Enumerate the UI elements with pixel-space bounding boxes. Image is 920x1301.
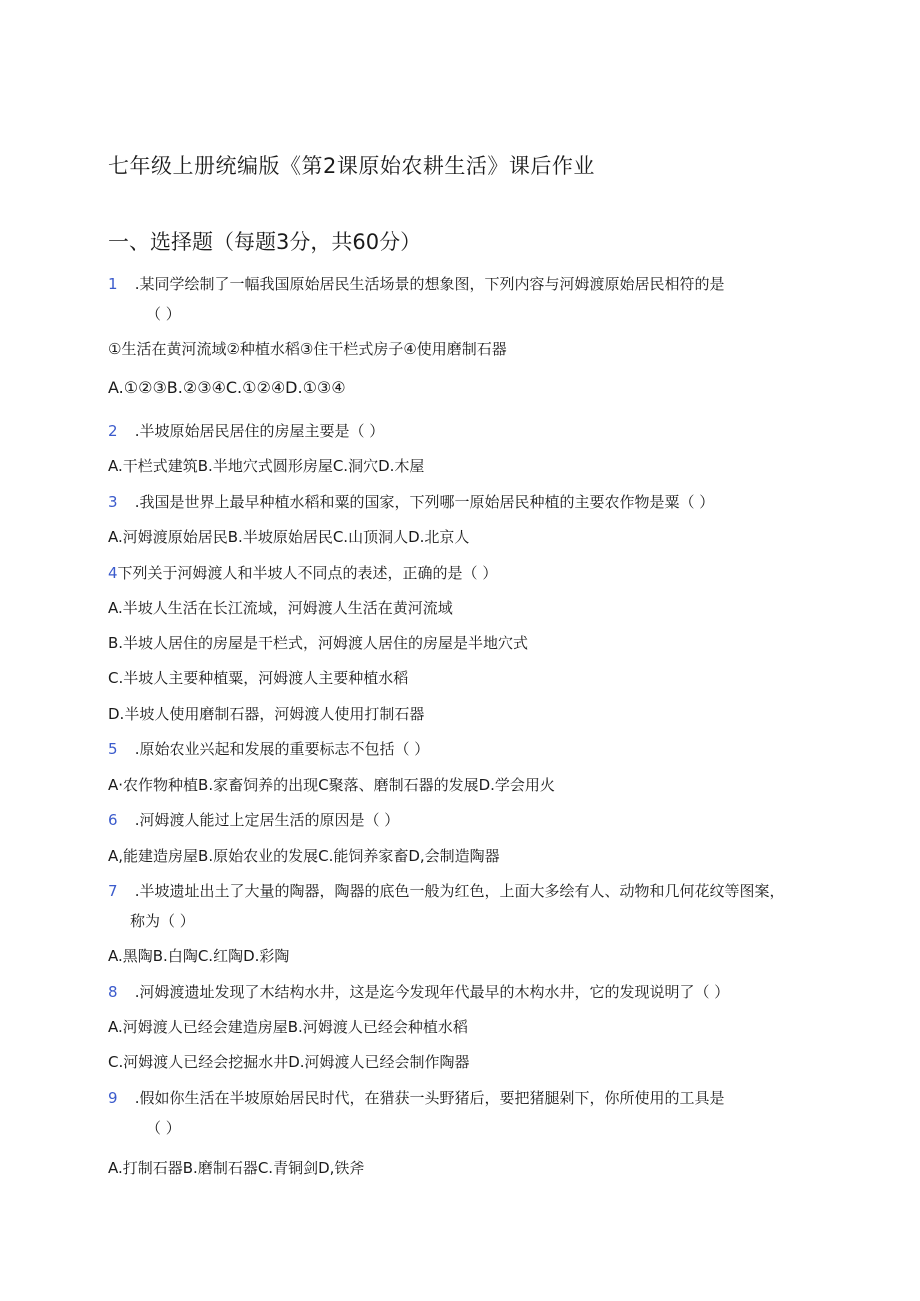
question-3 bbox=[108, 492, 714, 512]
question-stem-continued: （ ） bbox=[146, 1119, 181, 1137]
question-stem: .河姆渡遗址发现了木结构水井，这是迄今发现年代最早的木构水井，它的发现说明了（ ） bbox=[130, 983, 730, 1001]
question-stem: .半坡遗址出土了大量的陶器，陶器的底色一般为红色，上面大多绘有人、动物和几何花纹等图案， bbox=[130, 882, 785, 900]
document-title: 七年级上册统编版《第2课原始农耕生活》课后作业 bbox=[108, 154, 595, 178]
question-stem: .假如你生活在半坡原始居民时代，在猎获一头野猪后，要把猪腿剁下，你所使用的工具是 bbox=[130, 1089, 725, 1107]
question-stem-continued: 称为（ ） bbox=[130, 912, 195, 930]
question-option-d: D.半坡人使用磨制石器，河姆渡人使用打制石器 bbox=[108, 705, 425, 723]
question-statements: ①生活在黄河流域②种植水稻③住干栏式房子④使用磨制石器 bbox=[108, 340, 507, 358]
question-number: 8 bbox=[108, 983, 118, 1001]
question-options: A.①②③B.②③④C.①②④D.①③④ bbox=[108, 378, 346, 397]
question-number: 7 bbox=[108, 882, 118, 900]
question-stem: .河姆渡人能过上定居生活的原因是（ ） bbox=[130, 811, 400, 829]
question-number: 9 bbox=[108, 1089, 118, 1107]
question-1 bbox=[108, 274, 725, 294]
question-stem: .原始农业兴起和发展的重要标志不包括（ ） bbox=[130, 740, 430, 758]
question-options: A.河姆渡原始居民B.半坡原始居民C.山顶洞人D.北京人 bbox=[108, 528, 470, 546]
question-option-c: C.半坡人主要种植粟，河姆渡人主要种植水稻 bbox=[108, 669, 409, 687]
question-options: A,能建造房屋B.原始农业的发展C.能饲养家畜D,会制造陶器 bbox=[108, 847, 500, 865]
question-options: A.打制石器B.磨制石器C.青铜剑D,铁斧 bbox=[108, 1159, 365, 1177]
question-options-ab: A.河姆渡人已经会建造房屋B.河姆渡人已经会种植水稻 bbox=[108, 1018, 468, 1036]
question-6 bbox=[108, 810, 399, 830]
question-stem: .某同学绘制了一幅我国原始居民生活场景的想象图，下列内容与河姆渡原始居民相符的是 bbox=[130, 275, 725, 293]
question-options: A.干栏式建筑B.半地穴式圆形房屋C.洞穴D.木屋 bbox=[108, 457, 425, 475]
question-number: 3 bbox=[108, 493, 118, 511]
question-option-a: A.半坡人生活在长江流域，河姆渡人生活在黄河流域 bbox=[108, 599, 453, 617]
question-5 bbox=[108, 739, 429, 759]
question-stem: .半坡原始居民居住的房屋主要是（ ） bbox=[130, 422, 385, 440]
question-stem: .我国是世界上最早种植水稻和粟的国家，下列哪一原始居民种植的主要农作物是粟（ ） bbox=[130, 493, 715, 511]
question-9 bbox=[108, 1088, 725, 1108]
question-8 bbox=[108, 982, 729, 1002]
question-2 bbox=[108, 421, 384, 441]
question-stem: 下列关于河姆渡人和半坡人不同点的表述，正确的是（ ） bbox=[117, 564, 498, 582]
question-option-b: B.半坡人居住的房屋是干栏式，河姆渡人居住的房屋是半地穴式 bbox=[108, 634, 529, 652]
question-options: A.黑陶B.白陶C.红陶D.彩陶 bbox=[108, 947, 290, 965]
question-number: 2 bbox=[108, 422, 118, 440]
question-number: 6 bbox=[108, 811, 118, 829]
question-number: 4 bbox=[108, 564, 118, 582]
question-4 bbox=[108, 563, 497, 583]
section-heading: 一、选择题（每题3分，共60分） bbox=[108, 230, 422, 254]
question-number: 1 bbox=[108, 275, 118, 293]
question-number: 5 bbox=[108, 740, 118, 758]
question-stem-continued: （ ） bbox=[146, 305, 181, 323]
question-options-cd: C.河姆渡人已经会挖掘水井D.河姆渡人已经会制作陶器 bbox=[108, 1053, 470, 1071]
question-7 bbox=[108, 881, 785, 901]
question-options: A·农作物种植B.家畜饲养的出现C聚落、磨制石器的发展D.学会用火 bbox=[108, 776, 555, 794]
